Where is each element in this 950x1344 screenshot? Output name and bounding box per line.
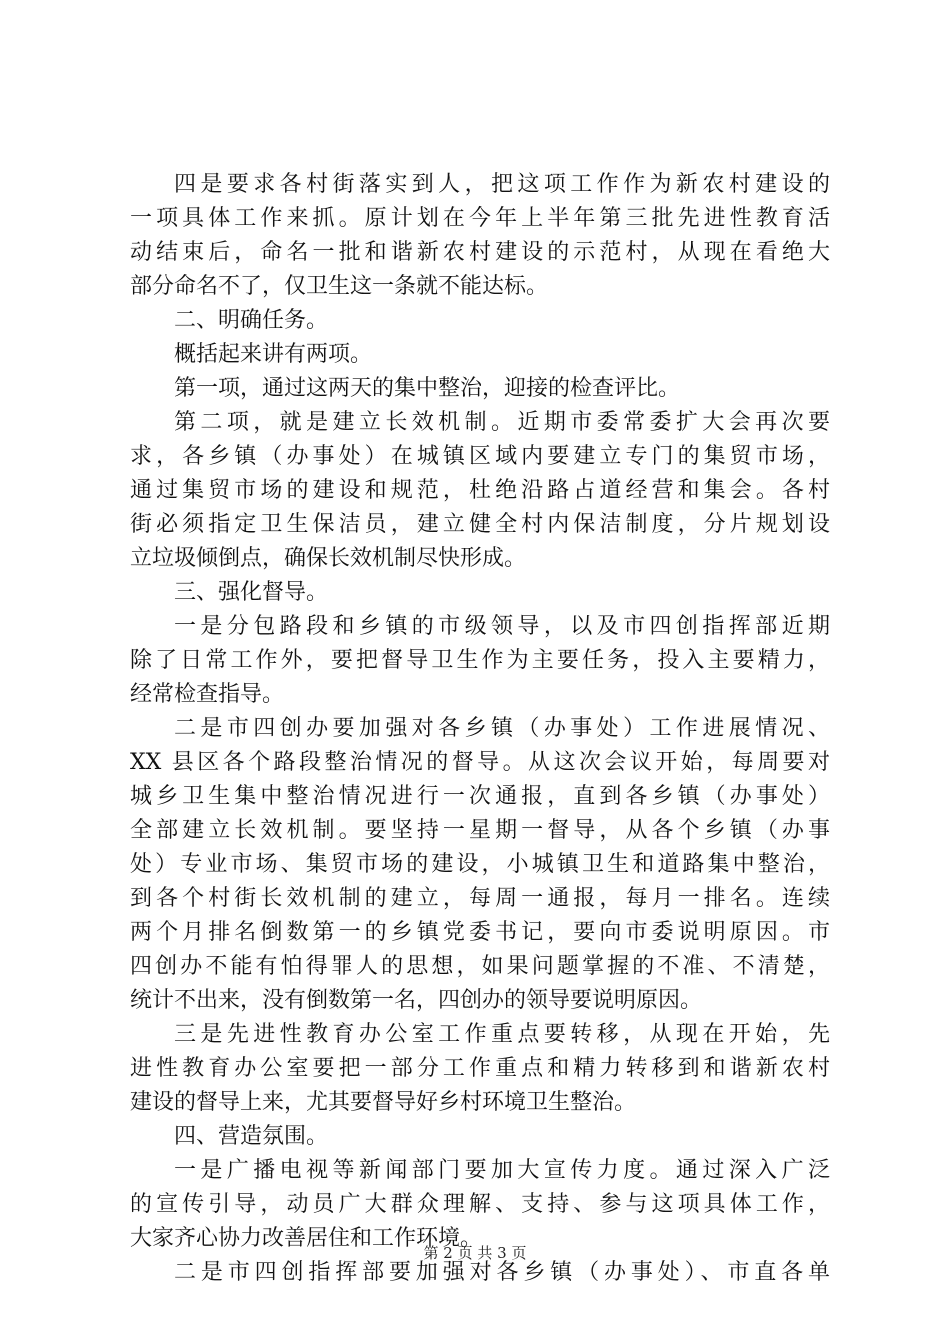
text-line: 到各个村街长效机制的建立，每周一通报，每月一排名。连续 bbox=[130, 886, 830, 911]
text-line: 三、强化督导。 bbox=[174, 580, 329, 605]
document-body bbox=[130, 168, 830, 1290]
text-line: 通过集贸市场的建设和规范，杜绝沿路占道经营和集会。各村 bbox=[130, 478, 830, 503]
text-line: 进性教育办公室要把一部分工作重点和精力转移到和谐新农村 bbox=[130, 1056, 830, 1081]
text-line: 城乡卫生集中整治情况进行一次通报，直到各乡镇（办事处） bbox=[130, 784, 830, 809]
text-line: 四创办不能有怕得罪人的思想，如果问题掌握的不准、不清楚， bbox=[130, 954, 830, 979]
text-line: 两个月排名倒数第一的乡镇党委书记，要向市委说明原因。市 bbox=[130, 920, 830, 945]
text-line: 四、营造氛围。 bbox=[174, 1124, 329, 1149]
text-line: 街必须指定卫生保洁员，建立健全村内保洁制度，分片规划设 bbox=[130, 512, 830, 537]
text-line: 一项具体工作来抓。原计划在今年上半年第三批先进性教育活 bbox=[130, 206, 830, 231]
text-line: 全部建立长效机制。要坚持一星期一督导，从各个乡镇（办事 bbox=[130, 818, 830, 843]
text-line: 除了日常工作外，要把督导卫生作为主要任务，投入主要精力， bbox=[130, 648, 830, 673]
text-line: XX 县区各个路段整治情况的督导。从这次会议开始，每周要对 bbox=[130, 750, 830, 775]
text-line: 动结束后，命名一批和谐新农村建设的示范村，从现在看绝大 bbox=[130, 240, 830, 265]
text-line: 二是市四创指挥部要加强对各乡镇（办事处）、市直各单 bbox=[174, 1260, 830, 1285]
text-line: 概括起来讲有两项。 bbox=[174, 342, 373, 367]
text-line: 三是先进性教育办公室工作重点要转移，从现在开始，先 bbox=[174, 1022, 830, 1047]
page-footer: 第 2 页 共 3 页 bbox=[423, 1244, 527, 1262]
text-line: 求，各乡镇（办事处）在城镇区域内要建立专门的集贸市场， bbox=[130, 444, 830, 469]
text-line: 一是广播电视等新闻部门要加大宣传力度。通过深入广泛 bbox=[174, 1158, 830, 1183]
text-line: 二是市四创办要加强对各乡镇（办事处）工作进展情况、 bbox=[174, 716, 830, 741]
text-line: 立垃圾倾倒点，确保长效机制尽快形成。 bbox=[130, 546, 527, 571]
text-line: 建设的督导上来，尤其要督导好乡村环境卫生整治。 bbox=[130, 1090, 637, 1115]
text-line: 统计不出来，没有倒数第一名，四创办的领导要说明原因。 bbox=[130, 988, 703, 1013]
text-line: 二、明确任务。 bbox=[174, 308, 329, 333]
text-line: 的宣传引导，动员广大群众理解、支持、参与这项具体工作， bbox=[130, 1192, 830, 1217]
text-line: 四是要求各村街落实到人，把这项工作作为新农村建设的 bbox=[174, 172, 830, 197]
text-line: 经常检查指导。 bbox=[130, 682, 285, 707]
text-line: 一是分包路段和乡镇的市级领导，以及市四创指挥部近期 bbox=[174, 614, 830, 639]
text-line: 部分命名不了，仅卫生这一条就不能达标。 bbox=[130, 274, 549, 299]
text-line: 大家齐心协力改善居住和工作环境。 bbox=[130, 1226, 483, 1251]
text-line: 第一项，通过这两天的集中整治，迎接的检查评比。 bbox=[174, 376, 681, 401]
text-line: 处）专业市场、集贸市场的建设，小城镇卫生和道路集中整治， bbox=[130, 852, 830, 877]
text-line: 第二项，就是建立长效机制。近期市委常委扩大会再次要 bbox=[174, 410, 830, 435]
